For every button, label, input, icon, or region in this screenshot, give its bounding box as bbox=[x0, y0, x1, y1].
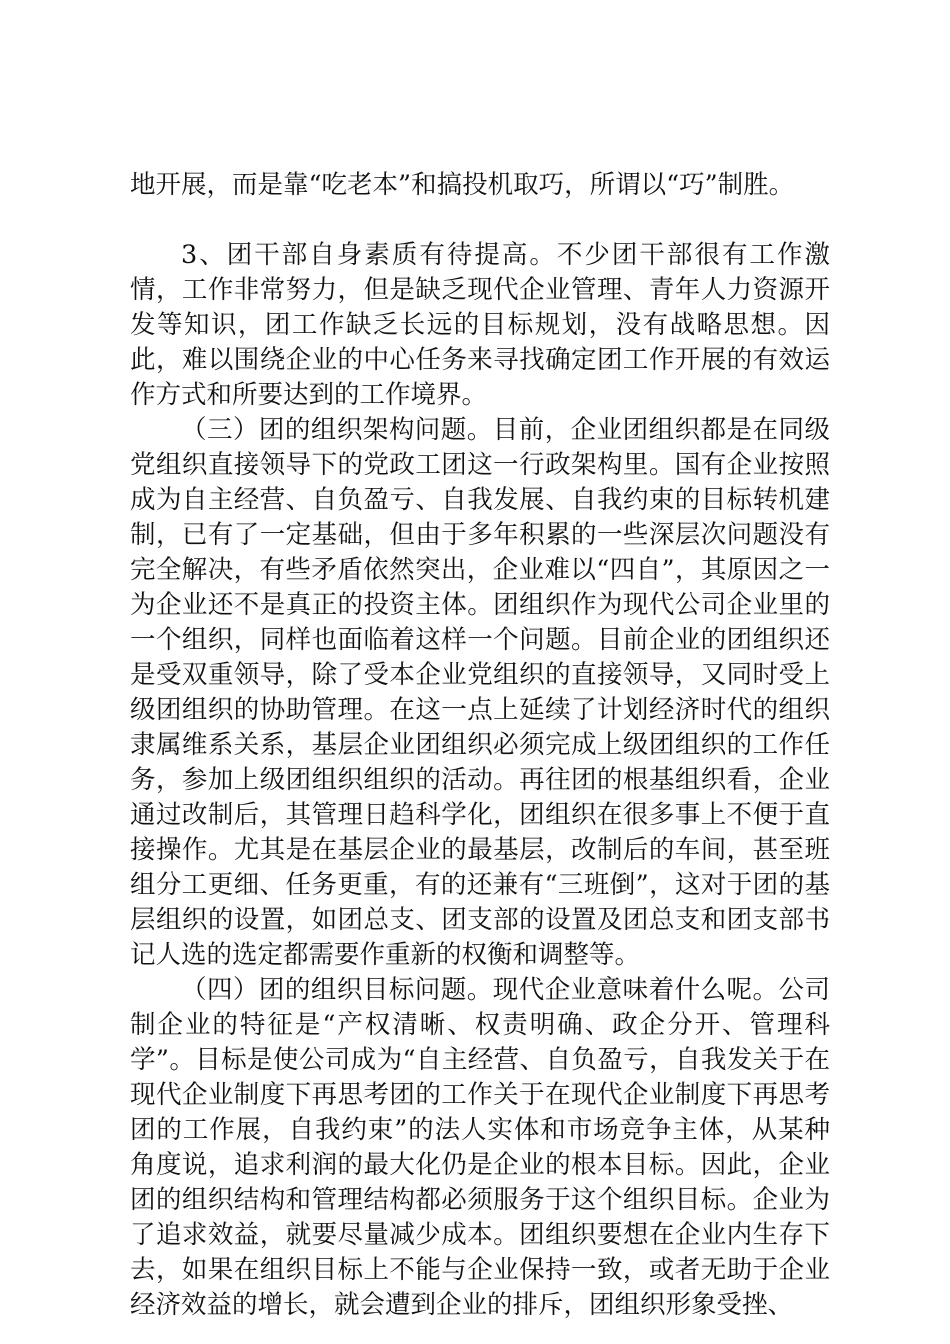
paragraph-org-structure: （三）团的组织架构问题。目前，企业团组织都是在同级党组织直接领导下的党政工团这一行政架构里。国有企业按照成为自主经营、自负盈亏、自我发展、自我约束的目标转机建制，已有了一定基础，但由于多年积累的一些深层次问题没有完全解决，有些矛盾依然突出，企业难以“四自”，其原因之一为企业还不是真正的投资主体。团组织作为现代公司企业里的一个组织，同样也面临着这样一个问题。目前企业的团组织还是受双重领导，除了受本企业党组织的直接领导，又同时受上级团组织的协助管理。在这一点上延续了计划经济时代的组织隶属维系关系，基层企业团组织必须完成上级团组织的工作任务，参加上级团组织组织的活动。再往团的根基组织看，企业通过改制后，其管理日趋科学化，团组织在很多事上不便于直接操作。尤其是在基层企业的最基层，改制后的车间，甚至班组分工更细、任务更重，有的还兼有“三班倒”，这对于团的基层组织的设置，如团总支、团支部的设置及团总支和团支部书记人选的选定都需要作重新的权衡和调整等。 bbox=[130, 415, 830, 970]
paragraph-org-goal: （四）团的组织目标问题。现代企业意味着什么呢。公司制企业的特征是“产权清晰、权责明确、政企分开、管理科学”。目标是使公司成为“自主经营、自负盈亏，自我发关于在现代企业制度下再思考团的工作关于在现代企业制度下再思考团的工作展，自我约束”的法人实体和市场竞争主体，从某种角度说，追求利润的最大化仍是企业的根本目标。因此，企业团的组织结构和管理结构都必须服务于这个组织目标。企业为了追求效益，就要尽量减少成本。团组织要想在企业内生存下去，如果在组织目标上不能与企业保持一致，或者无助于企业经济效益的增长，就会遭到企业的排斥，团组织形象受挫、 bbox=[130, 975, 830, 1320]
paragraph-cadre-quality: 3、团干部自身素质有待提高。不少团干部很有工作激情，工作非常努力，但是缺乏现代企业管理、青年人力资源开发等知识，团工作缺乏长远的目标规划，没有战略思想。因此，难以围绕企业的中心任务来寻找确定团工作开展的有效运作方式和所要达到的工作境界。 bbox=[130, 240, 830, 410]
paragraph-continuation: 地开展，而是靠“吃老本”和搞投机取巧，所谓以“巧”制胜。 bbox=[130, 170, 795, 200]
document-page bbox=[130, 168, 830, 1323]
